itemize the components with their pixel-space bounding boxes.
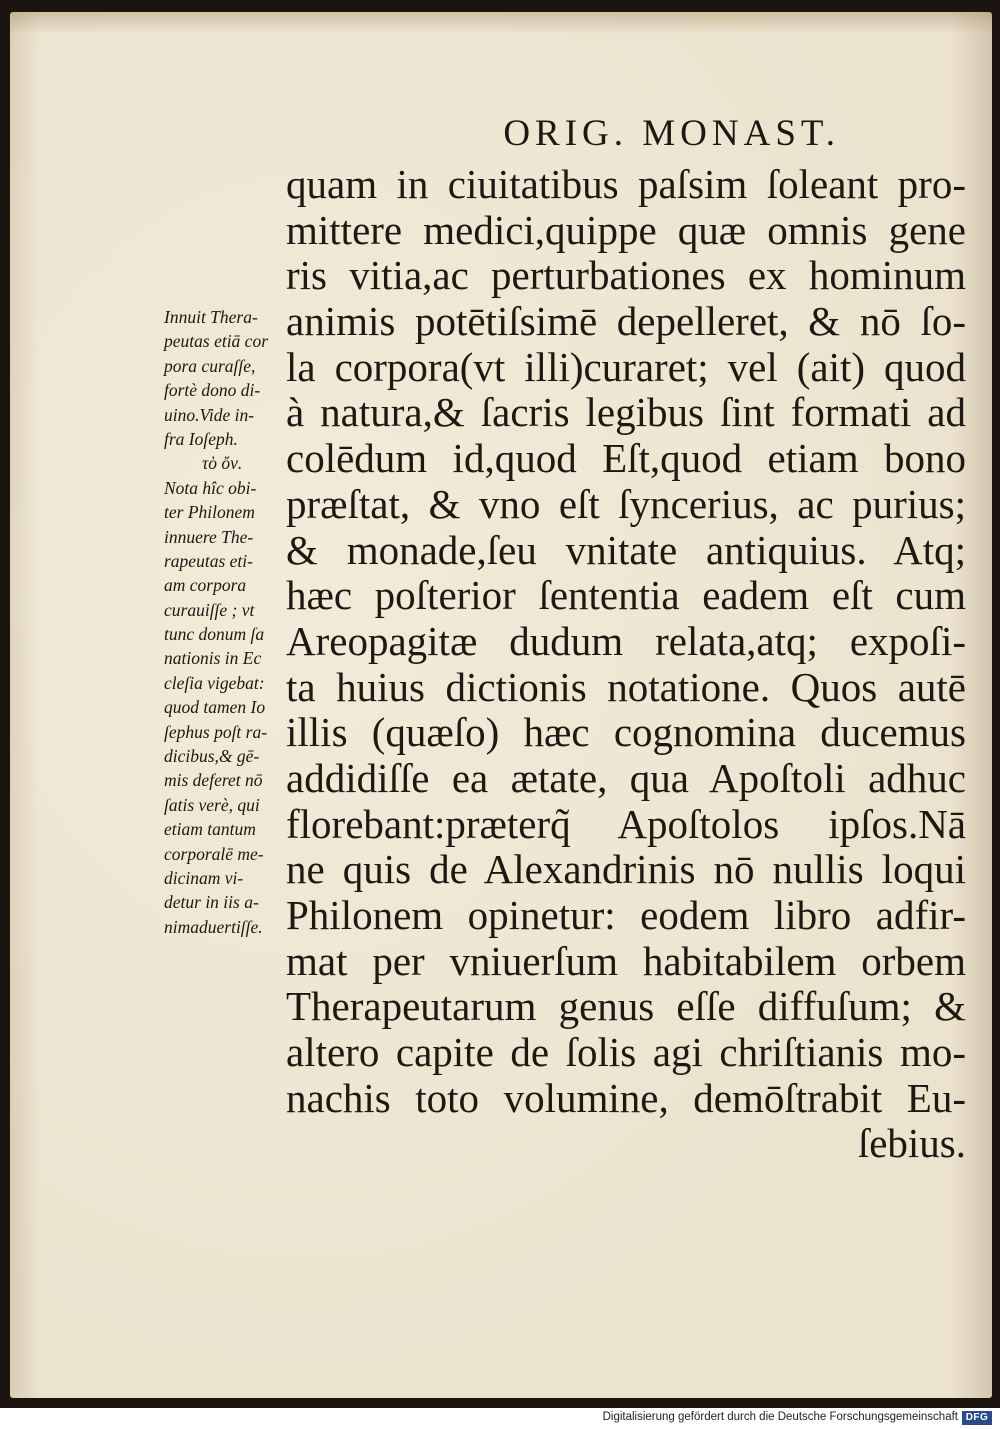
marginal-note-line: nationis in Ec [164, 648, 262, 669]
dfg-logo: DFG [962, 1411, 992, 1425]
text-line: addidiſſe ea ætate, qua Apoſtoli adhuc [286, 754, 966, 801]
text-line: illis (quæſo) hæc cognomina ducemus [286, 709, 966, 756]
footer-bar [0, 1408, 1000, 1429]
marginal-note-line: dicibus,& gē- [164, 746, 260, 767]
marginal-note-line: dicinam vi- [164, 867, 244, 888]
marginal-note-line: Innuit Thera- [164, 307, 258, 327]
marginal-note-line: quod tamen Io [164, 697, 266, 718]
text-line: ris vitia,ac perturbationes ex hominum [286, 252, 966, 299]
text-line: mat per vniuerſum habitabilem orbem [286, 937, 966, 984]
text-line: colēdum id,quod Eſt,quod etiam bono [286, 435, 966, 482]
marginal-note-line: rapeutas eti- [164, 550, 253, 571]
marginal-note-line: fortè dono di- [164, 380, 261, 401]
marginal-note-line: τὸ ὄν. [202, 453, 243, 474]
text-line: à natura,& ſacris legibus ſint formati ad [286, 389, 966, 436]
marginal-note-line: ſephus poſt ra- [164, 721, 268, 742]
marginal-note-line: ſatis verè, qui [164, 794, 260, 815]
text-line: animis potētiſsimē depelleret, & nō ſo- [286, 298, 966, 345]
marginal-note-line: am corpora [164, 575, 247, 596]
text-line: quam in ciuitatibus paſsim ſoleant pro- [286, 161, 966, 207]
funding-credit: Digitalisierung gefördert durch die Deutsche Forschungsgemeinschaft [602, 1411, 958, 1423]
text-line: mittere medici,quippe quæ omnis gene [286, 206, 966, 253]
text-line: nachis toto volumine, demōſtrabit Eu- [286, 1074, 966, 1121]
marginal-note-line: curauiſſe ; vt [164, 599, 255, 620]
marginal-note-line: corporalē me- [164, 843, 264, 864]
text-line: Therapeutarum genus eſſe diffuſum; & [286, 983, 966, 1030]
book-page [10, 12, 992, 1398]
marginal-note-line: pora curaſſe, [164, 355, 256, 376]
marginal-note-line: Nota hîc obi- [164, 477, 257, 498]
text-line: ſebius. [857, 1120, 966, 1167]
marginal-note-line: nimaduertiſſe. [164, 916, 263, 937]
marginal-note-line: uino.Vide in- [164, 404, 255, 425]
text-line: florebant:præterq̃ Apoſtolos ipſos.Nā [286, 800, 966, 847]
text-line: ne quis de Alexandrinis nō nullis loqui [286, 846, 966, 893]
marginal-note-line: ter Philonem [164, 502, 255, 523]
marginal-note-line: detur in iis a- [164, 892, 259, 913]
marginal-note-line: cleſia vigebat: [164, 672, 265, 693]
text-line: Areopagitæ dudum relata,atq; expoſi- [286, 617, 966, 664]
text-line: la corpora(vt illi)curaret; vel (ait) quod [286, 343, 966, 390]
marginal-note-line: tunc donum ſa [164, 624, 265, 645]
text-line: ta huius dictionis notatione. Quos autē [286, 663, 966, 710]
page-edge-shadow [10, 12, 992, 34]
marginal-note-line: mis deferet nō [164, 770, 263, 791]
text-line: Philonem opinetur: eodem libro adfir- [286, 892, 966, 938]
marginal-note-line: fra Ioſeph. [164, 428, 238, 449]
text-line: hæc poſterior ſententia eadem eſt cum [286, 572, 966, 619]
marginal-note-line: etiam tantum [164, 819, 256, 840]
text-line: & monade,ſeu vnitate antiquius. Atq; [286, 526, 966, 573]
text-line: altero capite de ſolis agi chriſtianis mo- [286, 1029, 966, 1076]
marginal-note-line: innuere The- [164, 526, 254, 547]
main-text-block [286, 162, 966, 1167]
running-header: ORIG. MONAST. [503, 113, 840, 154]
marginal-note [164, 305, 296, 939]
marginal-note-line: peutas etiā cor [164, 331, 269, 352]
text-line: præſtat, & vno eſt ſyncerius, ac purius; [286, 480, 966, 527]
